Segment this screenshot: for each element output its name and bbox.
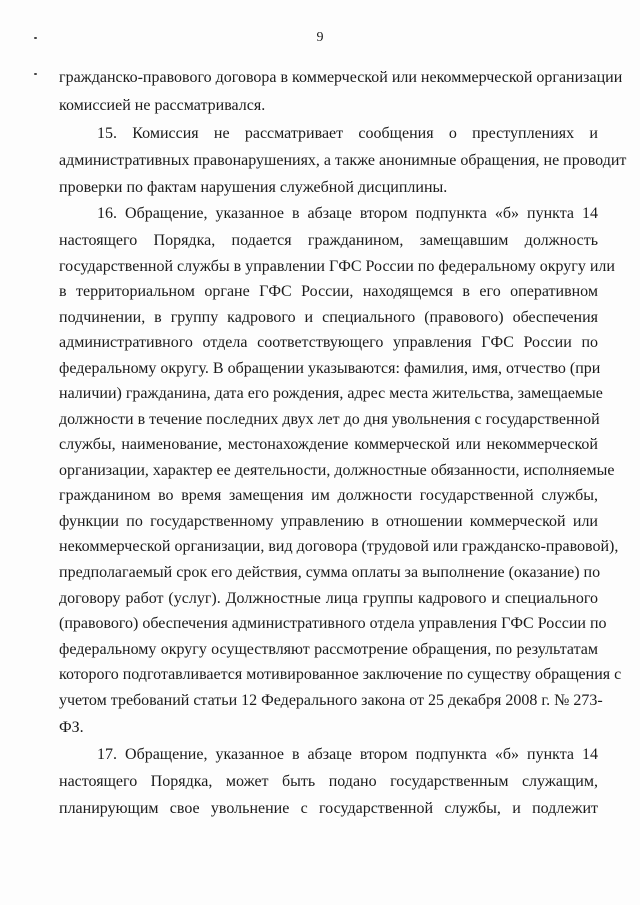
text-line: подчинении, в группу кадрового и специального (правового) обеспечения xyxy=(59,309,598,326)
text-line: некоммерческой организации, вид договора (трудовой или гражданско-правовой), xyxy=(59,538,619,555)
text-line: настоящего Порядка, может быть подано государственным служащим, xyxy=(59,773,598,790)
text-line: 17. Обращение, указанное в абзаце втором подпункта «б» пункта 14 xyxy=(97,746,598,763)
text-line: планирующим свое увольнение с государственной службы, и подлежит xyxy=(59,800,598,817)
text-line: службы, наименование, местонахождение коммерческой или некоммерческой xyxy=(59,436,598,453)
text-line: учетом требований статьи 12 Федерального закона от 25 декабря 2008 г. № 273- xyxy=(59,692,603,709)
page-number: 9 xyxy=(316,30,324,45)
text-line: гражданином во время замещения им должности государственной службы, xyxy=(59,487,598,504)
text-line: 16. Обращение, указанное в абзаце втором подпункта «б» пункта 14 xyxy=(97,205,598,222)
text-line: гражданско-правового договора в коммерческой или некоммерческой организации xyxy=(59,69,623,86)
text-line: должности в течение последних двух лет до дня увольнения с государственной xyxy=(59,411,600,428)
text-line: в территориальном органе ГФС России, находящемся в его оперативном xyxy=(59,283,598,300)
text-line: административных правонарушениях, а также анонимные обращения, не проводит xyxy=(59,152,627,169)
text-line: комиссией не рассматривался. xyxy=(59,97,266,114)
text-line: административного отдела соответствующего управления ГФС России по xyxy=(59,334,598,351)
text-line: договору работ (услуг). Должностные лица группы кадрового и специального xyxy=(59,590,598,607)
text-line: федеральному округу осуществляют рассмотрение обращения, по результатам xyxy=(59,641,598,658)
text-line: функции по государственному управлению в отношении коммерческой или xyxy=(59,513,598,530)
text-line: настоящего Порядка, подается гражданином, замещавшим должность xyxy=(59,232,598,249)
text-line: наличии) гражданина, дата его рождения, адрес места жительства, замещаемые xyxy=(59,385,603,402)
text-line: проверки по фактам нарушения служебной дисциплины. xyxy=(59,179,448,196)
text-line: которого подготавливается мотивированное заключение по существу обращения с xyxy=(59,666,622,683)
text-line: государственной службы в управлении ГФС России по федеральному округу или xyxy=(59,258,615,275)
text-line: 15. Комиссия не рассматривает сообщения о преступлениях и xyxy=(97,125,598,142)
text-line: предполагаемый срок его действия, сумма оплаты за выполнение (оказание) по xyxy=(59,564,601,581)
text-line: федеральному округу. В обращении указываются: фамилия, имя, отчество (при xyxy=(59,360,601,377)
text-line: ФЗ. xyxy=(59,719,84,736)
text-line: (правового) обеспечения административного отдела управления ГФС России по xyxy=(59,615,607,632)
text-line: организации, характер ее деятельности, должностные обязанности, исполняемые xyxy=(59,462,615,479)
scan-speck xyxy=(34,73,37,75)
